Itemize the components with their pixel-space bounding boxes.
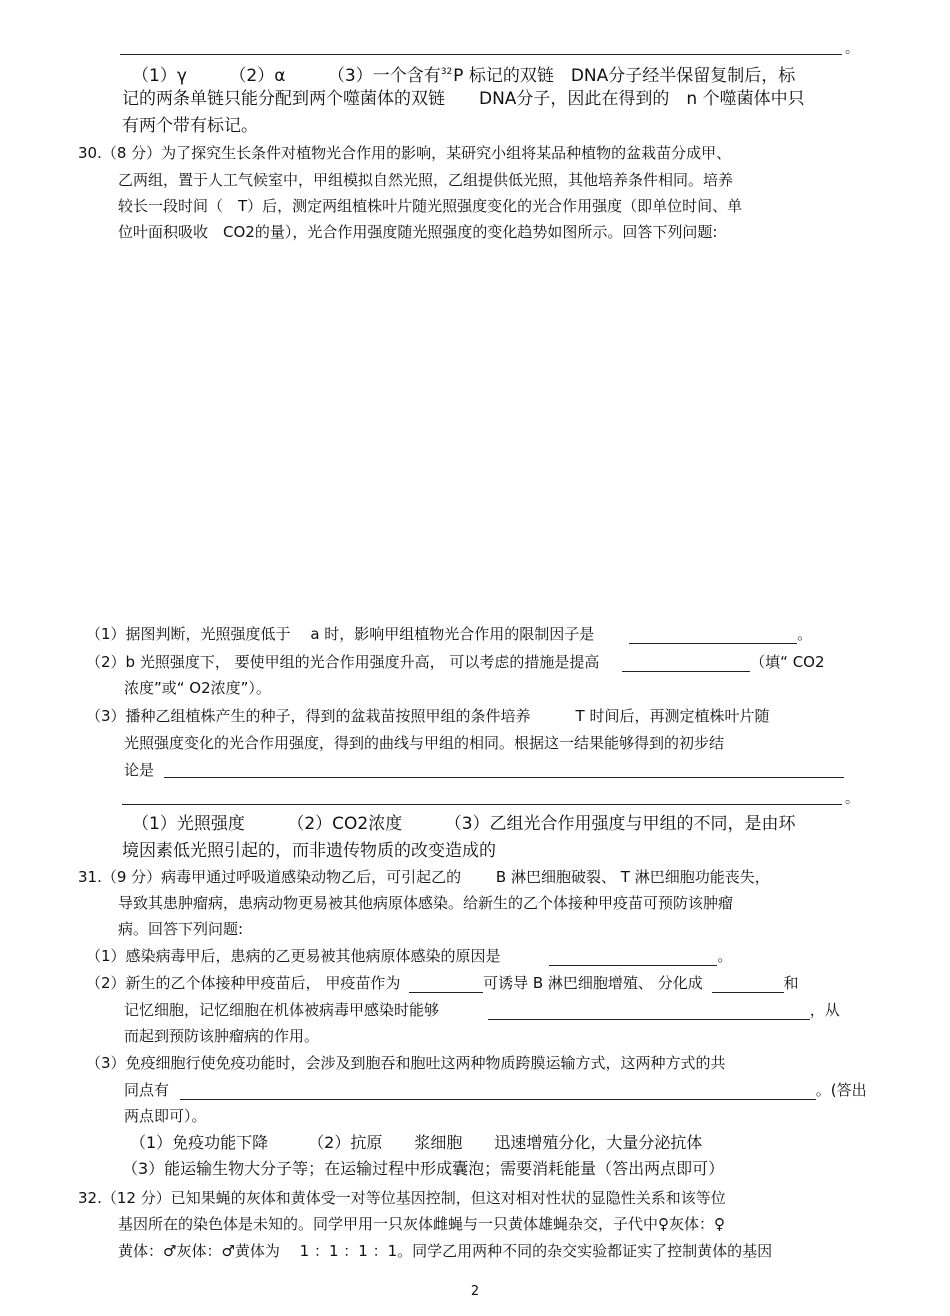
q31-sub-2-blank-2[interactable] bbox=[712, 976, 784, 993]
q30-line-3: 较长一段时间（ T）后，测定两组植株叶片随光照强度变化的光合作用强度（即单位时间、单 bbox=[118, 197, 743, 215]
q30-sub-3c bbox=[124, 760, 154, 780]
q31-sub-3c: 两点即可）。 bbox=[124, 1107, 207, 1125]
q30-sub-3-end: 。 bbox=[845, 791, 859, 807]
q31-sub-2a-end: 和 bbox=[783, 974, 799, 992]
q31-sub-3-blank[interactable] bbox=[180, 1083, 816, 1100]
q31-sub-3b-end: 。(答出 bbox=[815, 1081, 867, 1099]
q31-line-1: 31.（9 分）病毒甲通过呼吸道感染动物乙后，可引起乙的 B 淋巴细胞破裂、 T 淋巴细胞功能丧失， bbox=[78, 868, 770, 886]
q31-sub-2a bbox=[86, 973, 799, 993]
q31-sub-2a-text: （2）新生的乙个体接种甲疫苗后， 甲疫苗作为 bbox=[86, 974, 401, 992]
q31-answer-line-2: （3）能运输生物大分子等；在运输过程中形成囊泡；需要消耗能量（答出两点即可） bbox=[122, 1159, 725, 1178]
q30-sub-1-end: 。 bbox=[797, 625, 813, 643]
q30-sub-2a bbox=[86, 652, 825, 672]
q31-sub-3b bbox=[124, 1080, 867, 1100]
q30-sub-1-blank[interactable] bbox=[629, 627, 797, 644]
answer-prev-text-1a: （1）γ （2）α （3）一个含有 bbox=[132, 66, 441, 86]
page-number: 2 bbox=[470, 1284, 480, 1299]
answer-blank-line-top bbox=[120, 54, 842, 55]
period-mark: 。 bbox=[845, 41, 859, 57]
q30-sub-3-blank-2[interactable] bbox=[122, 804, 842, 805]
q32-line-1: 32.（12 分）已知果蝇的灰体和黄体受一对等位基因控制，但这对相对性状的显隐性关系和该等位 bbox=[78, 1189, 726, 1207]
q31-sub-2b-end: ，从 bbox=[809, 1001, 840, 1019]
q31-sub-1-end: 。 bbox=[717, 947, 733, 965]
q31-sub-2b bbox=[124, 1000, 840, 1020]
q31-sub-1-text: （1）感染病毒甲后，患病的乙更易被其他病原体感染的原因是 bbox=[86, 947, 501, 965]
answer-prev-line-1 bbox=[132, 60, 795, 88]
q31-sub-2c: 而起到预防该肿瘤病的作用。 bbox=[124, 1027, 320, 1045]
q31-sub-3a: （3）免疫细胞行使免疫功能时，会涉及到胞吞和胞吐这两种物质跨膜运输方式，这两种方式的共 bbox=[86, 1054, 726, 1072]
q30-sub-2a-end: （填“ CO2 bbox=[750, 653, 825, 671]
answer-prev-line-3: 有两个带有标记。 bbox=[122, 116, 258, 136]
q31-sub-1-blank[interactable] bbox=[549, 949, 717, 966]
q30-line-2: 乙两组，置于人工气候室中，甲组模拟自然光照，乙组提供低光照，其他培养条件相同。培养 bbox=[118, 171, 734, 189]
q31-answer-line-1: （1）免疫功能下降 （2）抗原 浆细胞 迅速增殖分化，大量分泌抗体 bbox=[130, 1133, 703, 1152]
q31-sub-3b-text: 同点有 bbox=[124, 1081, 170, 1099]
q31-sub-2a-mid: 可诱导 B 淋巴细胞增殖、 分化成 bbox=[483, 974, 703, 992]
q31-line-2: 导致其患肿瘤病，患病动物更易被其他病原体感染。给新生的乙个体接种甲疫苗可预防该肿瘤 bbox=[118, 894, 734, 912]
figure-area bbox=[120, 250, 820, 600]
q30-sub-2-blank[interactable] bbox=[622, 655, 750, 672]
q31-line-3: 病。回答下列问题: bbox=[118, 920, 244, 938]
answer-prev-text-1b: P 标记的双链 DNA分子经半保留复制后，标 bbox=[453, 66, 796, 86]
q31-sub-1 bbox=[86, 946, 732, 966]
q31-sub-2-blank-1[interactable] bbox=[409, 976, 483, 993]
q30-sub-3-blank-1[interactable] bbox=[164, 777, 844, 778]
q30-sub-3a: （3）播种乙组植株产生的种子，得到的盆栽苗按照甲组的条件培养 T 时间后，再测定植株叶片随 bbox=[86, 707, 770, 725]
q32-line-2: 基因所在的染色体是未知的。同学甲用一只灰体雌蝇与一只黄体雄蝇杂交，子代中♀灰体：♀ bbox=[118, 1215, 725, 1233]
q30-sub-3b: 光照强度变化的光合作用强度，得到的曲线与甲组的相同。根据这一结果能够得到的初步结 bbox=[124, 734, 725, 752]
q30-sub-3c-text: 论是 bbox=[124, 761, 155, 779]
superscript-32: 32 bbox=[440, 67, 453, 77]
q31-sub-2-blank-3[interactable] bbox=[488, 1003, 810, 1020]
q30-line-4: 位叶面积吸收 CO2的量），光合作用强度随光照强度的变化趋势如图所示。回答下列问题: bbox=[118, 223, 718, 241]
q32-line-3: 黄体：♂灰体：♂黄体为 1 ：1 ：1 ：1。同学乙用两种不同的杂交实验都证实了控制黄体的基因 bbox=[118, 1242, 773, 1260]
q30-line-1: 30.（8 分）为了探究生长条件对植物光合作用的影响，某研究小组将某品种植物的盆栽苗分成甲、 bbox=[78, 144, 732, 162]
q30-sub-2a-text: （2）b 光照强度下， 要使甲组的光合作用强度升高， 可以考虑的措施是提高 bbox=[86, 653, 600, 671]
answer-prev-line-2: 记的两条单链只能分配到两个噬菌体的双链 DNA分子，因此在得到的 n 个噬菌体中只 bbox=[122, 89, 805, 109]
q30-answer-line-1: （1）光照强度 （2）CO2浓度 （3）乙组光合作用强度与甲组的不同，是由环 bbox=[132, 814, 796, 834]
q31-sub-2b-text: 记忆细胞，记忆细胞在机体被病毒甲感染时能够 bbox=[124, 1001, 440, 1019]
q30-answer-line-2: 境因素低光照引起的，而非遗传物质的改变造成的 bbox=[122, 841, 496, 861]
q30-sub-1 bbox=[86, 624, 812, 644]
q30-sub-2b: 浓度”或“ O2浓度”）。 bbox=[124, 679, 271, 697]
q30-sub-1-text: （1）据图判断，光照强度低于 a 时，影响甲组植物光合作用的限制因子是 bbox=[86, 625, 595, 643]
